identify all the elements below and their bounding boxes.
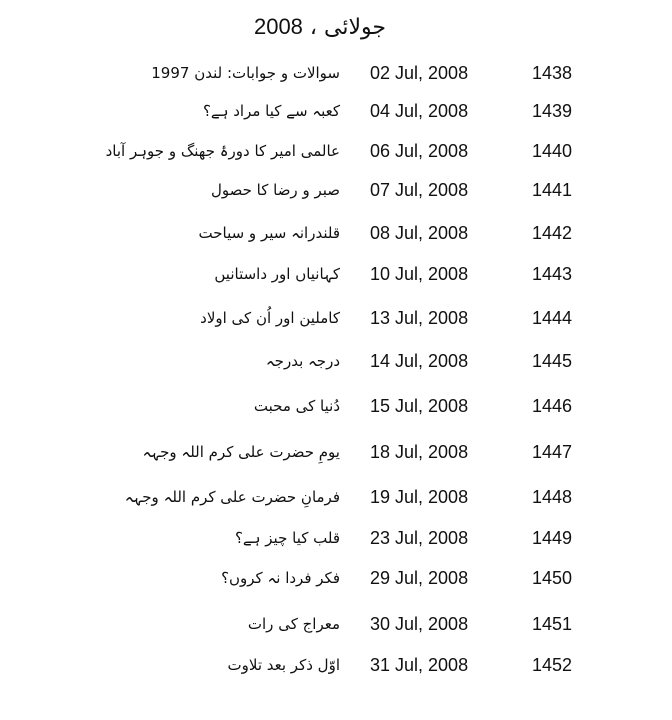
list-item [0, 175, 672, 205]
page-title-year: 2008 [253, 14, 303, 39]
list-item [0, 482, 672, 512]
entry-date: 06 Jul, 2008 [370, 141, 469, 161]
entry-title[interactable]: کاملین اور اُن کی اولاد [200, 309, 340, 327]
entry-title[interactable]: فرمانِ حضرت علی کرم اللہ وجہہ [124, 488, 340, 506]
entry-number: 1443 [532, 264, 573, 284]
entry-date: 07 Jul, 2008 [370, 180, 469, 200]
entry-date: 23 Jul, 2008 [370, 528, 469, 548]
entry-title[interactable]: کعبہ سے کیا مراد ہے؟ [202, 102, 340, 120]
entry-date: 31 Jul, 2008 [370, 655, 469, 675]
entry-number: 1445 [532, 351, 573, 371]
entry-title[interactable]: صبر و رضا کا حصول [210, 181, 340, 199]
entry-number: 1450 [532, 568, 573, 588]
entry-number: 1442 [532, 223, 573, 243]
entry-number: 1438 [532, 63, 573, 83]
list-item [0, 259, 672, 289]
list-item [0, 96, 672, 126]
entry-title[interactable]: کہانیاں اور داستانیں [214, 265, 340, 283]
entry-title[interactable]: دُنیا کی محبت [253, 397, 340, 415]
entry-number: 1439 [532, 101, 573, 121]
list-item [0, 391, 672, 421]
entry-date: 29 Jul, 2008 [370, 568, 469, 588]
entry-date: 14 Jul, 2008 [370, 351, 469, 371]
entry-date: 30 Jul, 2008 [370, 614, 469, 634]
entry-date: 08 Jul, 2008 [370, 223, 469, 243]
entry-date: 15 Jul, 2008 [370, 396, 469, 416]
entry-number: 1441 [532, 180, 573, 200]
list-item [0, 58, 672, 88]
entry-number: 1449 [532, 528, 573, 548]
entry-title[interactable]: قلب کیا چیز ہے؟ [234, 529, 340, 547]
entry-title[interactable]: درجہ بدرجہ [265, 352, 340, 370]
entry-title[interactable]: سوالات و جوابات: لندن 1997 [151, 64, 340, 82]
entry-number: 1448 [532, 487, 573, 507]
entry-date: 04 Jul, 2008 [370, 101, 469, 121]
list-item [0, 136, 672, 166]
entry-title[interactable]: فکر فردا نہ کروں؟ [221, 569, 340, 587]
entry-date: 13 Jul, 2008 [370, 308, 469, 328]
entry-number: 1447 [532, 442, 573, 462]
entry-number: 1446 [532, 396, 573, 416]
list-item [0, 523, 672, 553]
entry-number: 1444 [532, 308, 573, 328]
entry-title[interactable]: یومِ حضرت علی کرم اللہ وجہہ [142, 443, 340, 461]
list-item [0, 650, 672, 680]
list-item [0, 563, 672, 593]
entry-title[interactable]: اوّل ذکر بعد تلاوت [227, 656, 340, 674]
entry-date: 02 Jul, 2008 [370, 63, 469, 83]
page-title [0, 14, 640, 40]
entry-number: 1452 [532, 655, 573, 675]
entry-number: 1451 [532, 614, 573, 634]
list-item [0, 303, 672, 333]
entry-number: 1440 [532, 141, 573, 161]
entry-title[interactable]: قلندرانہ سیر و سیاحت [198, 224, 340, 242]
page-title-separator: ، [309, 15, 318, 40]
entry-date: 18 Jul, 2008 [370, 442, 469, 462]
list-item [0, 346, 672, 376]
list-item [0, 609, 672, 639]
list-item [0, 218, 672, 248]
list-item [0, 437, 672, 467]
entry-date: 19 Jul, 2008 [370, 487, 469, 507]
page-title-month: جولائی [324, 15, 387, 40]
entry-title[interactable]: عالمی امیر کا دورۂ جھنگ و جوہر آباد [105, 142, 340, 160]
entry-title[interactable]: معراج کی رات [247, 615, 340, 633]
entry-date: 10 Jul, 2008 [370, 264, 469, 284]
